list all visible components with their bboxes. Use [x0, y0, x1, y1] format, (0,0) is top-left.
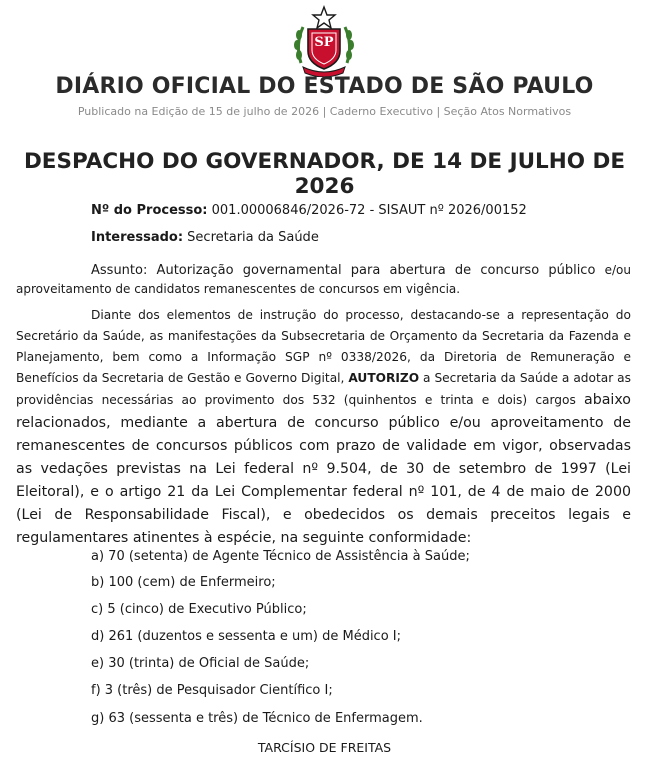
interested-value: Secretaria da Saúde	[183, 230, 319, 245]
document-title: DESPACHO DO GOVERNADOR, DE 14 DE JULHO DE 2026	[23, 149, 626, 199]
state-seal-logo	[293, 5, 355, 77]
masthead-title: DIÁRIO OFICIAL DO ESTADO DE SÃO PAULO	[55, 74, 594, 99]
process-number	[91, 203, 527, 218]
body-paragraph	[16, 305, 631, 550]
subject-paragraph	[16, 261, 631, 299]
interested-party	[91, 230, 319, 245]
body-text-part2: a Secretaria da Saúde a adotar as providências necessárias ao provimento dos 532 (quinhentos e trinta e dois) cargos	[16, 371, 631, 407]
list-item: b) 100 (cem) de Enfermeiro;	[91, 575, 276, 590]
list-item: a) 70 (setenta) de Agente Técnico de Assistência à Saúde;	[91, 549, 470, 564]
list-item: c) 5 (cinco) de Executivo Público;	[91, 602, 307, 617]
list-item: f) 3 (três) de Pesquisador Científico I;	[91, 683, 333, 698]
subject-value: Autorização governamental para abertura de concurso público	[147, 263, 605, 278]
authorization-keyword: AUTORIZO	[348, 371, 420, 385]
body-text-part1: Diante dos elementos de instrução do processo, destacando-se a representação do Secretário da Saúde, as manifestações da Subsecretaria de Orçamento da Secretaria da Fazenda e Planejamento, bem como a Informação SGP nº 0338/2026, da Diretoria de Remuneração e Benefícios da Secretaria de Gestão e Governo Digital,	[16, 308, 631, 385]
body-text-part3: abaixo relacionados, mediante a abertura de concurso público e/ou aproveitamento de remanescentes de concursos públicos com prazo de validade em vigor, observadas as vedações previstas na Lei federal nº 9.504, de 30 de setembro de 1997 (Lei Eleitoral), e o artigo 21 da Lei Complementar federal nº 101, de 4 de maio de 2000 (Lei de Responsabilidade Fiscal), e obedecidos os demais preceitos legais e regulamentares atinentes à espécie, na seguinte conformidade:	[16, 392, 631, 546]
process-value: 001.00006846/2026-72 - SISAUT nº 2026/00152	[207, 203, 527, 218]
process-label: Nº do Processo:	[91, 203, 208, 218]
signature: TARCÍSIO DE FREITAS	[257, 740, 392, 755]
list-item: d) 261 (duzentos e sessenta e um) de Médico I;	[91, 629, 402, 644]
publication-info: Publicado na Edição de 15 de julho de 2026 | Caderno Executivo | Seção Atos Normativos	[77, 105, 572, 118]
seal-monogram: SP	[314, 35, 334, 50]
list-item: g) 63 (sessenta e três) de Técnico de Enfermagem.	[91, 711, 423, 726]
subject-label: Assunto:	[91, 263, 148, 278]
interested-label: Interessado:	[91, 230, 184, 245]
subject-value-continued: e/ou aproveitamento de candidatos remanescentes de concursos em vigência.	[16, 263, 631, 296]
list-item: e) 30 (trinta) de Oficial de Saúde;	[91, 656, 310, 671]
